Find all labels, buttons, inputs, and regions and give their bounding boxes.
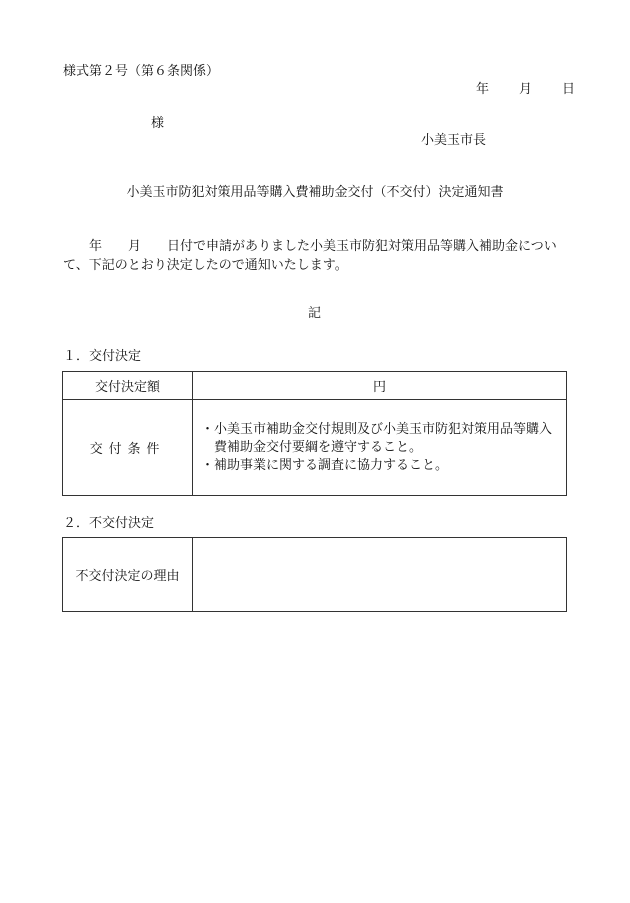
reason-field (193, 538, 567, 612)
date-month: 月 (519, 82, 533, 97)
date-line (476, 83, 575, 96)
reason-label: 不交付決定の理由 (63, 538, 193, 612)
conditions-cell (193, 400, 567, 496)
body-text: 年 月 日付で申請がありました小美玉市防犯対策用品等購入補助金について、下記のとおり決定したので通知いたします。 (63, 239, 557, 273)
non-grant-table (62, 537, 567, 612)
ki-heading: 記 (308, 306, 322, 321)
table-row (63, 372, 567, 400)
date-day: 日 (562, 82, 576, 97)
condition-item: ・補助事業に関する調査に協力すること。 (201, 457, 449, 473)
section1-heading: １．交付決定 (63, 349, 142, 364)
condition-item: ・小美玉市補助金交付規則及び小美玉市防犯対策用品等購入費補助金交付要綱を遵守すること。 (201, 421, 553, 455)
conditions-list (193, 421, 566, 475)
grant-decision-table (62, 371, 567, 496)
table-row (63, 400, 567, 496)
addressee-suffix: 様 (151, 116, 165, 131)
document-title: 小美玉市防犯対策用品等購入費補助金交付（不交付）決定通知書 (126, 185, 504, 200)
form-number: 様式第２号（第６条関係） (63, 64, 220, 79)
amount-label: 交付決定額 (63, 372, 193, 400)
amount-unit: 円 (372, 380, 386, 395)
conditions-label: 交付条件 (89, 442, 166, 457)
conditions-label-cell (63, 400, 193, 496)
table-row (63, 538, 567, 612)
issuer: 小美玉市長 (421, 133, 487, 148)
section2-heading: ２．不交付決定 (63, 516, 155, 531)
amount-field (193, 372, 567, 400)
date-year: 年 (476, 82, 490, 97)
